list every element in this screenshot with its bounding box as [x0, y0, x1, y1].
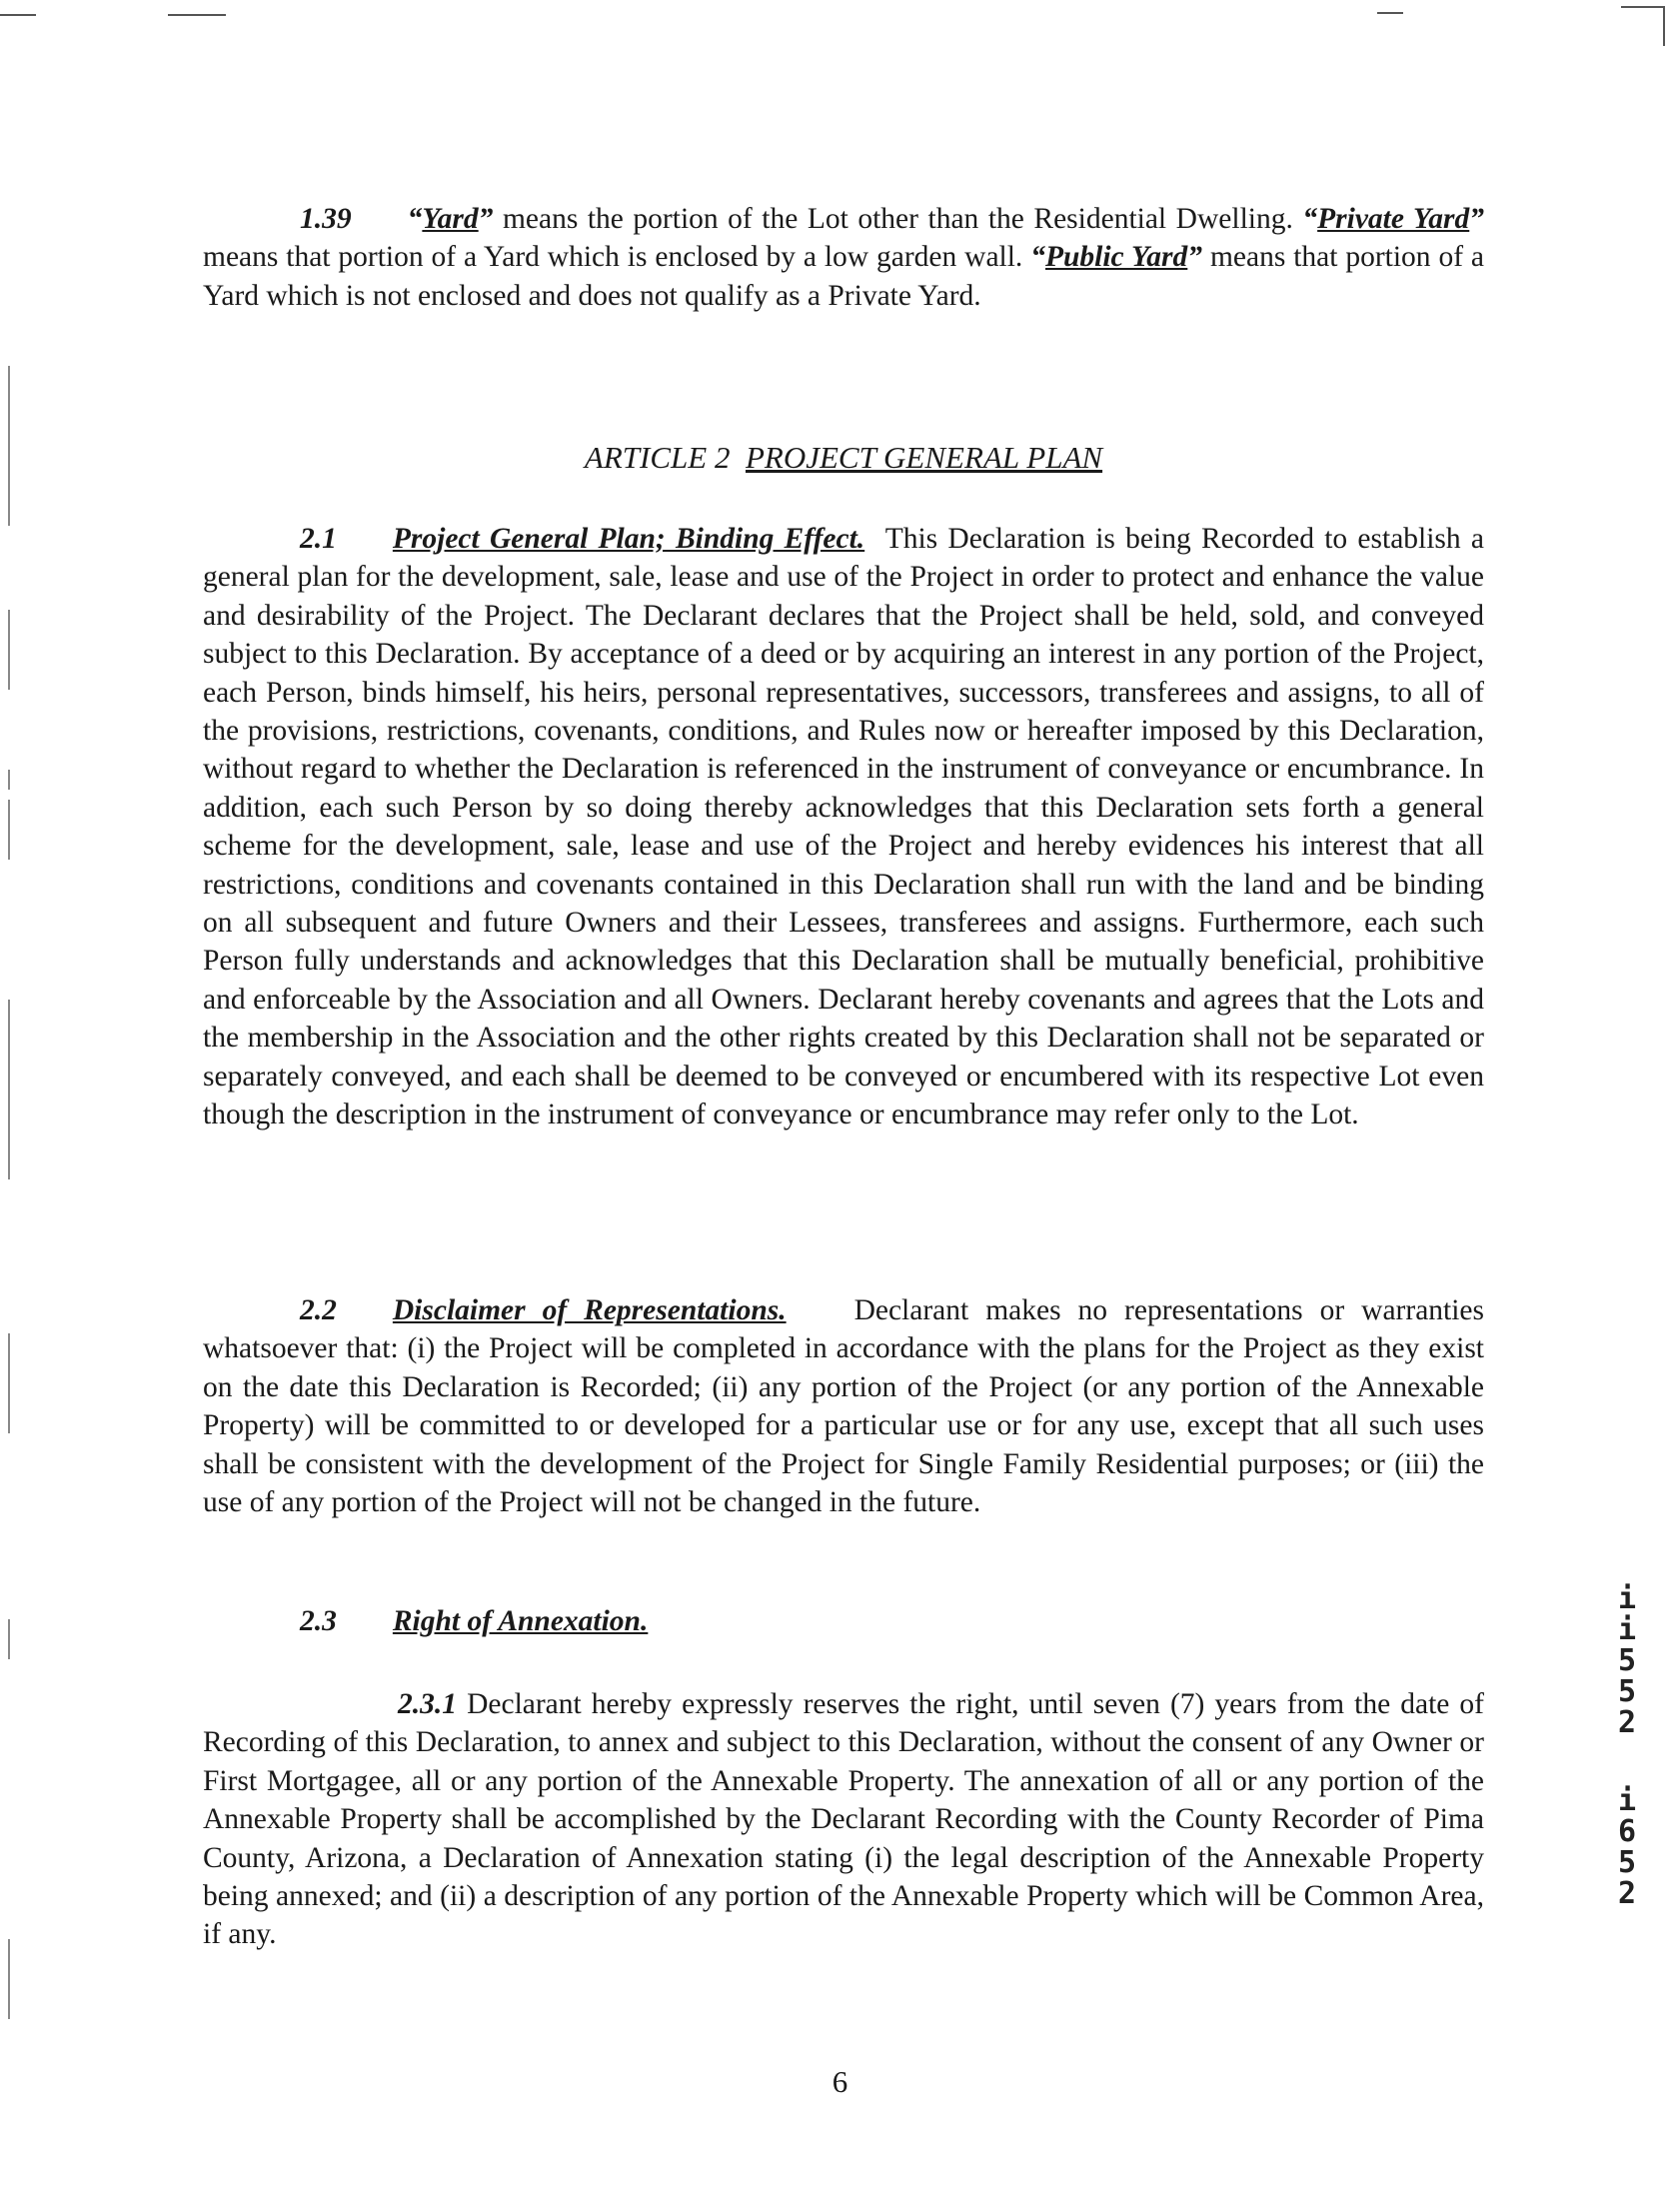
- section-body: Declarant makes no representations or warranties whatsoever that: (i) the Project will be completed in accordance with the plans for the Project as they exist on the date this Declaration is Recorded; (ii) any portion of the Project (or any portion of the Annexable Property) will be committed to or developed for a particular use or for any use, except that all such uses shall be consistent with the development of the Project for Single Family Residential purposes; or (iii) the use of any portion of the Project will not be changed in the future.: [203, 1294, 1485, 1519]
- section-number: 1.39: [300, 203, 352, 235]
- article-prefix: ARTICLE 2: [584, 440, 746, 475]
- section-title: Right of Annexation.: [392, 1605, 649, 1637]
- term-yard: “Yard”: [407, 203, 494, 235]
- section-body: This Declaration is being Recorded to establish a general plan for the development, sale, lease and use of the Project in order to protect and enhance the value and desirability of the Project. The Declarant declares that the Project shall be held, sold, and conveyed subject to this Declaration. By acceptance of a deed or by acquiring an interest in any portion of the Project, each Person, binds himself, his heirs, personal representatives, successors, transferees and assigns, to all of the provisions, restrictions, covenants, conditions, and Rules now or hereafter imposed by this Declaration, without regard to whether the Declaration is referenced in the instrument of conveyance or encumbrance. In addition, each such Person by so doing thereby acknowledges that this Declaration sets forth a general scheme for the development, sale, lease and use of the Project and hereby evidences his interest that all restrictions, conditions and covenants contained in this Declaration shall run with the land and be binding on all subsequent and future Owners and their Lessees, transferees and assigns. Furthermore, each such Person fully understands and acknowledges that this Declaration shall be mutually beneficial, prohibitive and enforceable by the Association and all Owners. Declarant hereby covenants and agrees that the Lots and the membership in the Association and the other rights created by this Declaration shall not be separated or separately conveyed, and each shall be deemed to be conveyed or encumbered with its respective Lot even though the description in the instrument of conveyance or encumbrance may refer only to the Lot.: [203, 523, 1485, 1131]
- section-number: 2.3: [300, 1605, 337, 1637]
- scan-mark: [0, 14, 36, 16]
- definition-text: means the portion of the Lot other than the Residential Dwelling.: [493, 203, 1303, 235]
- definition-text: means that portion of a Yard which is enclosed by a low garden wall.: [203, 241, 1031, 274]
- article-heading: [203, 440, 1484, 476]
- scan-margin-line: [8, 366, 10, 526]
- term-private-yard: “Private Yard”: [1302, 203, 1484, 235]
- page-number: 6: [832, 2064, 848, 2099]
- scan-mark: [1377, 12, 1403, 14]
- scan-margin-line: [8, 1000, 10, 1179]
- section-1-39: [203, 200, 1484, 315]
- section-title: Disclaimer of Representations.: [392, 1294, 787, 1326]
- article-title: PROJECT GENERAL PLAN: [745, 440, 1103, 475]
- scan-mark: [1621, 6, 1663, 8]
- scan-mark: [1663, 6, 1665, 46]
- recording-stamp-top: i i 5 5 2: [1617, 1581, 1637, 1740]
- scan-margin-line: [8, 1333, 10, 1433]
- section-2-3-1: [203, 1685, 1484, 1954]
- scan-margin-line: [8, 1619, 10, 1659]
- scan-margin-line: [8, 610, 10, 690]
- section-2-3: [300, 1605, 648, 1638]
- recording-stamp-bottom: i 6 5 2: [1617, 1783, 1637, 1911]
- section-2-1: [203, 520, 1484, 1134]
- section-number: 2.3.1: [398, 1688, 457, 1720]
- scan-margin-line: [8, 770, 10, 790]
- scan-margin-line: [8, 800, 10, 860]
- section-number: 2.1: [300, 523, 337, 555]
- section-number: 2.2: [300, 1294, 337, 1326]
- section-title: Project General Plan; Binding Effect.: [392, 523, 865, 555]
- section-2-2: [203, 1291, 1484, 1521]
- scan-mark: [168, 14, 226, 16]
- definition-text: means that portion of a Yard which is not enclosed and does not qualify as a Private Yard.: [203, 241, 1485, 312]
- scan-margin-line: [8, 1939, 10, 2019]
- term-public-yard: “Public Yard”: [1030, 241, 1203, 274]
- section-body: Declarant hereby expressly reserves the right, until seven (7) years from the date of Recording of this Declaration, to annex and subject to this Declaration, without the consent of any Owner or First Mortgagee, all or any portion of the Annexable Property. The annexation of all or any portion of the Annexable Property shall be accomplished by the Declarant Recording with the County Recorder of Pima County, Arizona, a Declaration of Annexation stating (i) the legal description of the Annexable Property being annexed; and (ii) a description of any portion of the Annexable Property which will be Common Area, if any.: [203, 1688, 1485, 1951]
